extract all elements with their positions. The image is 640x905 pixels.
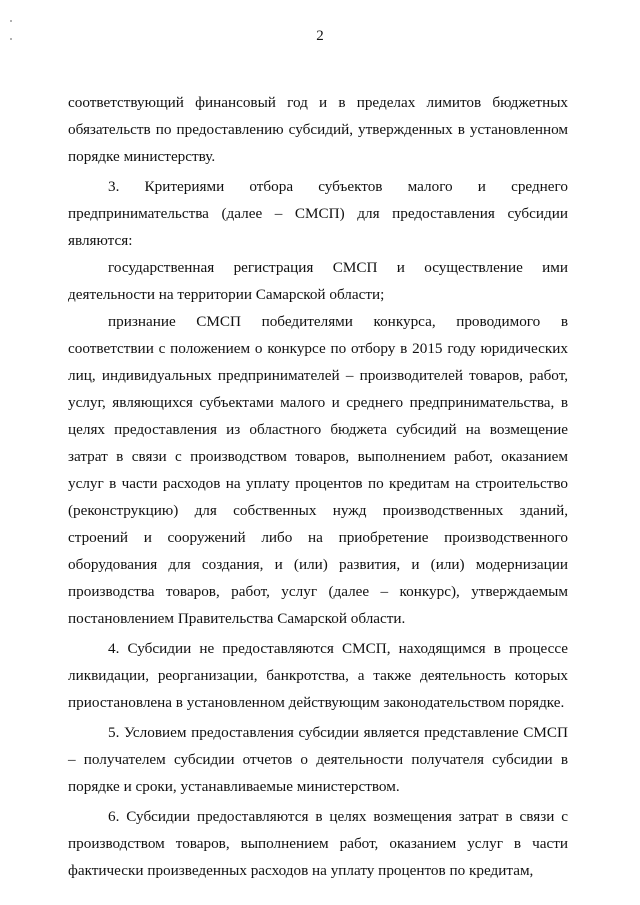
- paragraph-2: 3. Критериями отбора субъектов малого и среднего предпринимательства (далее – СМСП) для предоставления субсидии являются:: [68, 178, 568, 249]
- page-number: 2: [316, 28, 324, 44]
- scan-speck: [10, 20, 12, 22]
- paragraph-4: признание СМСП победителями конкурса, проводимого в соответствии с положением о конкурсе по отбору в 2015 году юридических лиц, индивидуальных предпринимателей – производителей товаров, работ, услуг, являющихся субъектами малого и среднего предпринимательства, в целях предоставления из областного бюджета субсидий на возмещение затрат в связи с производством товаров, выполнением работ, оказанием услуг в части расходов на уплату процентов по кредитам на строительство (реконструкцию) для собственных нужд производственных зданий, строений и сооружений либо на приобретение производственного оборудования для создания, и (или) развития, и (или) модернизации производства товаров, работ, услуг (далее – конкурс), утверждаемым постановлением Правительства Самарской области.: [68, 313, 568, 627]
- body-text: [68, 89, 568, 884]
- paragraph-1: соответствующий финансовый год и в пределах лимитов бюджетных обязательств по предоставлению субсидий, утвержденных в установленном порядке министерству.: [68, 94, 568, 165]
- paragraph-5: 4. Субсидии не предоставляются СМСП, находящимся в процессе ликвидации, реорганизации, банкротства, а также деятельность которых приостановлена в установленном действующим законодательством порядке.: [68, 640, 568, 711]
- paragraph-7: 6. Субсидии предоставляются в целях возмещения затрат в связи с производством товаров, выполнением работ, оказанием услуг в части фактически произведенных расходов на уплату процентов по кредитам,: [68, 808, 568, 879]
- paragraph-3: государственная регистрация СМСП и осуществление ими деятельности на территории Самарской области;: [68, 259, 568, 303]
- paragraph-6: 5. Условием предоставления субсидии является представление СМСП – получателем субсидии отчетов о деятельности получателя субсидии в порядке и сроки, устанавливаемые министерством.: [68, 724, 568, 795]
